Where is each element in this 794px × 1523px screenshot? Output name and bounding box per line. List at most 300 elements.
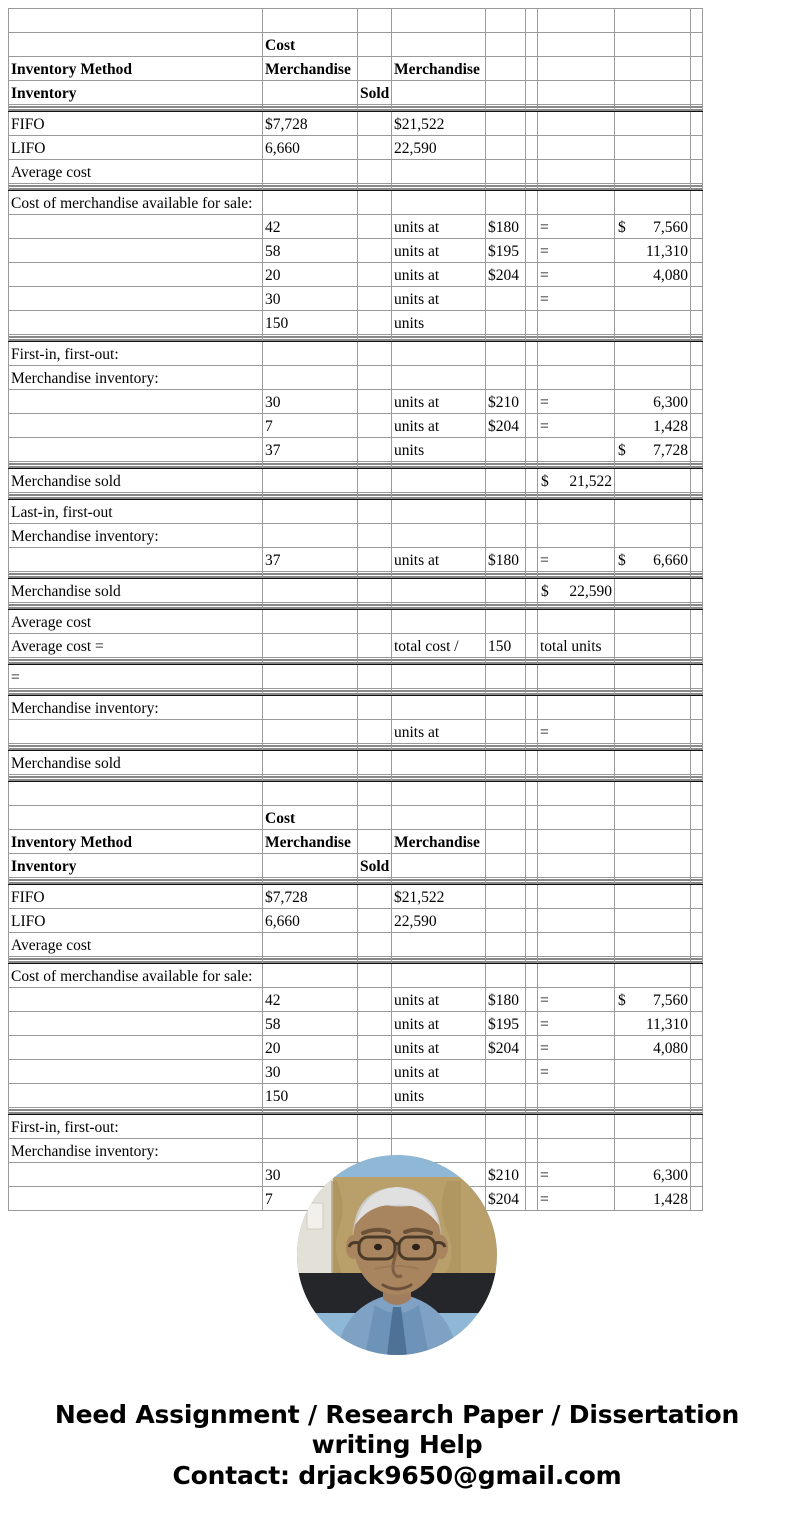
empty-cell[interactable] bbox=[691, 909, 703, 933]
summary-fifo-sold[interactable]: $21,522 bbox=[392, 112, 486, 136]
price-cell[interactable]: $210 bbox=[486, 1163, 526, 1187]
summary-lifo-inventory[interactable]: 6,660 bbox=[263, 136, 358, 160]
empty-cell[interactable] bbox=[691, 366, 703, 390]
empty-cell[interactable] bbox=[526, 665, 538, 689]
empty-cell[interactable] bbox=[615, 1139, 691, 1163]
price-cell[interactable]: $195 bbox=[486, 1012, 526, 1036]
empty-cell[interactable] bbox=[691, 160, 703, 184]
empty-cell[interactable] bbox=[9, 1163, 263, 1187]
unit-label-cell[interactable]: units bbox=[392, 438, 486, 462]
label-fifo-subheading[interactable]: Merchandise inventory: bbox=[9, 366, 263, 390]
empty-cell[interactable] bbox=[538, 1115, 615, 1139]
empty-cell[interactable] bbox=[392, 610, 486, 634]
empty-cell[interactable] bbox=[358, 909, 392, 933]
empty-cell[interactable] bbox=[526, 830, 538, 854]
empty-cell[interactable] bbox=[538, 112, 615, 136]
empty-cell[interactable] bbox=[392, 9, 486, 33]
empty-cell[interactable] bbox=[392, 342, 486, 366]
header-sold[interactable]: Sold bbox=[358, 81, 392, 105]
empty-cell[interactable] bbox=[392, 751, 486, 775]
empty-cell[interactable] bbox=[538, 830, 615, 854]
empty-cell[interactable] bbox=[691, 696, 703, 720]
empty-cell[interactable] bbox=[486, 1115, 526, 1139]
empty-cell[interactable] bbox=[486, 854, 526, 878]
empty-cell[interactable] bbox=[526, 81, 538, 105]
empty-cell[interactable] bbox=[392, 469, 486, 493]
unit-label-cell[interactable]: units at bbox=[392, 287, 486, 311]
empty-cell[interactable] bbox=[486, 33, 526, 57]
empty-cell[interactable] bbox=[526, 414, 538, 438]
qty-cell[interactable]: 150 bbox=[263, 311, 358, 335]
empty-cell[interactable] bbox=[358, 830, 392, 854]
empty-cell[interactable] bbox=[691, 885, 703, 909]
empty-cell[interactable] bbox=[526, 909, 538, 933]
empty-cell[interactable] bbox=[358, 610, 392, 634]
equals-cell[interactable]: = bbox=[538, 1036, 615, 1060]
empty-cell[interactable] bbox=[9, 414, 263, 438]
empty-cell[interactable] bbox=[615, 9, 691, 33]
label-average-sold[interactable]: Merchandise sold bbox=[9, 751, 263, 775]
empty-cell[interactable] bbox=[526, 1084, 538, 1108]
equals-cell[interactable]: = bbox=[538, 263, 615, 287]
header-cost[interactable]: Cost bbox=[263, 806, 358, 830]
amount-cell[interactable] bbox=[615, 263, 691, 287]
label-lifo-subheading[interactable]: Merchandise inventory: bbox=[9, 524, 263, 548]
empty-cell[interactable] bbox=[9, 390, 263, 414]
empty-cell[interactable] bbox=[9, 1187, 263, 1211]
empty-cell[interactable] bbox=[538, 964, 615, 988]
empty-cell[interactable] bbox=[392, 500, 486, 524]
empty-cell[interactable] bbox=[615, 751, 691, 775]
empty-cell[interactable] bbox=[392, 524, 486, 548]
summary-method-fifo[interactable]: FIFO bbox=[9, 112, 263, 136]
qty-cell[interactable] bbox=[263, 720, 358, 744]
empty-cell[interactable] bbox=[358, 469, 392, 493]
unit-label-cell[interactable]: units at bbox=[392, 1012, 486, 1036]
empty-cell[interactable] bbox=[615, 191, 691, 215]
empty-cell[interactable] bbox=[526, 696, 538, 720]
empty-cell[interactable] bbox=[263, 610, 358, 634]
empty-cell[interactable] bbox=[615, 885, 691, 909]
empty-cell[interactable] bbox=[486, 806, 526, 830]
empty-cell[interactable] bbox=[691, 191, 703, 215]
summary-average-sold[interactable] bbox=[392, 933, 486, 957]
empty-cell[interactable] bbox=[9, 720, 263, 744]
empty-cell[interactable] bbox=[9, 287, 263, 311]
label-fifo-heading[interactable]: First-in, first-out: bbox=[9, 1115, 263, 1139]
empty-cell[interactable] bbox=[691, 548, 703, 572]
amount-cell[interactable] bbox=[615, 215, 691, 239]
qty-cell[interactable]: 30 bbox=[263, 390, 358, 414]
summary-average-sold[interactable] bbox=[392, 160, 486, 184]
empty-cell[interactable] bbox=[486, 160, 526, 184]
empty-cell[interactable] bbox=[691, 751, 703, 775]
empty-cell[interactable] bbox=[691, 287, 703, 311]
qty-cell[interactable]: 58 bbox=[263, 1012, 358, 1036]
empty-cell[interactable] bbox=[615, 33, 691, 57]
header-cost[interactable]: Cost bbox=[263, 33, 358, 57]
header-merchandise-sold[interactable]: Merchandise bbox=[392, 830, 486, 854]
empty-cell[interactable] bbox=[358, 390, 392, 414]
empty-cell[interactable] bbox=[538, 500, 615, 524]
amount-cell[interactable] bbox=[615, 390, 691, 414]
amount-cell[interactable] bbox=[615, 1187, 691, 1211]
empty-cell[interactable] bbox=[538, 933, 615, 957]
price-cell[interactable]: $204 bbox=[486, 1036, 526, 1060]
empty-cell[interactable] bbox=[615, 854, 691, 878]
empty-cell[interactable] bbox=[691, 830, 703, 854]
empty-cell[interactable] bbox=[526, 57, 538, 81]
unit-label-cell[interactable]: units at bbox=[392, 1036, 486, 1060]
empty-cell[interactable] bbox=[526, 112, 538, 136]
empty-cell[interactable] bbox=[358, 1084, 392, 1108]
empty-cell[interactable] bbox=[358, 751, 392, 775]
empty-cell[interactable] bbox=[486, 469, 526, 493]
empty-cell[interactable] bbox=[486, 909, 526, 933]
empty-cell[interactable] bbox=[486, 136, 526, 160]
empty-cell[interactable] bbox=[538, 885, 615, 909]
qty-cell[interactable]: 150 bbox=[263, 1084, 358, 1108]
equals-cell[interactable]: = bbox=[538, 414, 615, 438]
empty-cell[interactable] bbox=[358, 933, 392, 957]
average-numerator[interactable]: total cost / bbox=[392, 634, 486, 658]
equals-cell[interactable] bbox=[538, 1084, 615, 1108]
price-cell[interactable] bbox=[486, 438, 526, 462]
empty-cell[interactable] bbox=[526, 390, 538, 414]
average-denominator[interactable]: total units bbox=[538, 634, 615, 658]
empty-cell[interactable] bbox=[526, 806, 538, 830]
empty-cell[interactable] bbox=[615, 964, 691, 988]
empty-cell[interactable] bbox=[691, 263, 703, 287]
empty-cell[interactable] bbox=[691, 500, 703, 524]
empty-cell[interactable] bbox=[526, 1036, 538, 1060]
empty-cell[interactable] bbox=[526, 782, 538, 806]
empty-cell[interactable] bbox=[392, 854, 486, 878]
empty-cell[interactable] bbox=[526, 469, 538, 493]
price-cell[interactable]: $180 bbox=[486, 988, 526, 1012]
empty-cell[interactable] bbox=[615, 136, 691, 160]
empty-cell[interactable] bbox=[691, 1012, 703, 1036]
empty-cell[interactable] bbox=[263, 191, 358, 215]
empty-cell[interactable] bbox=[392, 964, 486, 988]
empty-cell[interactable] bbox=[538, 81, 615, 105]
empty-cell[interactable] bbox=[538, 136, 615, 160]
empty-cell[interactable] bbox=[691, 342, 703, 366]
empty-cell[interactable] bbox=[263, 696, 358, 720]
empty-cell[interactable] bbox=[538, 160, 615, 184]
empty-cell[interactable] bbox=[358, 806, 392, 830]
empty-cell[interactable] bbox=[538, 342, 615, 366]
empty-cell[interactable] bbox=[691, 1036, 703, 1060]
label-fifo-subheading[interactable]: Merchandise inventory: bbox=[9, 1139, 263, 1163]
empty-cell[interactable] bbox=[526, 239, 538, 263]
empty-cell[interactable] bbox=[615, 696, 691, 720]
amount-cell[interactable] bbox=[615, 988, 691, 1012]
empty-cell[interactable] bbox=[392, 81, 486, 105]
empty-cell[interactable] bbox=[9, 263, 263, 287]
empty-cell[interactable] bbox=[615, 806, 691, 830]
empty-cell[interactable] bbox=[263, 634, 358, 658]
empty-cell[interactable] bbox=[691, 311, 703, 335]
empty-cell[interactable] bbox=[392, 665, 486, 689]
empty-cell[interactable] bbox=[538, 366, 615, 390]
empty-cell[interactable] bbox=[9, 438, 263, 462]
price-cell[interactable]: $204 bbox=[486, 414, 526, 438]
qty-cell[interactable]: 42 bbox=[263, 988, 358, 1012]
empty-cell[interactable] bbox=[526, 1163, 538, 1187]
equals-cell[interactable]: = bbox=[538, 1060, 615, 1084]
qty-cell[interactable]: 30 bbox=[263, 1163, 358, 1187]
equals-cell[interactable]: = bbox=[538, 287, 615, 311]
empty-cell[interactable] bbox=[526, 191, 538, 215]
empty-cell[interactable] bbox=[9, 9, 263, 33]
empty-cell[interactable] bbox=[358, 524, 392, 548]
label-cost-available[interactable]: Cost of merchandise available for sale: bbox=[9, 191, 263, 215]
empty-cell[interactable] bbox=[263, 751, 358, 775]
label-average-heading[interactable]: Average cost bbox=[9, 610, 263, 634]
empty-cell[interactable] bbox=[691, 57, 703, 81]
empty-cell[interactable] bbox=[526, 342, 538, 366]
equals-cell[interactable]: = bbox=[538, 390, 615, 414]
empty-cell[interactable] bbox=[486, 9, 526, 33]
empty-cell[interactable] bbox=[615, 909, 691, 933]
empty-cell[interactable] bbox=[486, 524, 526, 548]
empty-cell[interactable] bbox=[615, 782, 691, 806]
empty-cell[interactable] bbox=[526, 579, 538, 603]
empty-cell[interactable] bbox=[691, 933, 703, 957]
qty-cell[interactable]: 20 bbox=[263, 1036, 358, 1060]
label-fifo-sold[interactable]: Merchandise sold bbox=[9, 469, 263, 493]
price-cell[interactable]: $204 bbox=[486, 263, 526, 287]
empty-cell[interactable] bbox=[486, 500, 526, 524]
empty-cell[interactable] bbox=[615, 524, 691, 548]
empty-cell[interactable] bbox=[526, 933, 538, 957]
empty-cell[interactable] bbox=[615, 500, 691, 524]
price-cell[interactable]: $195 bbox=[486, 239, 526, 263]
average-equals[interactable]: = bbox=[9, 665, 263, 689]
empty-cell[interactable] bbox=[691, 1115, 703, 1139]
equals-cell[interactable]: = bbox=[538, 548, 615, 572]
empty-cell[interactable] bbox=[486, 696, 526, 720]
empty-cell[interactable] bbox=[526, 215, 538, 239]
empty-cell[interactable] bbox=[538, 909, 615, 933]
price-cell[interactable]: $210 bbox=[486, 390, 526, 414]
empty-cell[interactable] bbox=[358, 342, 392, 366]
empty-cell[interactable] bbox=[358, 500, 392, 524]
empty-cell[interactable] bbox=[526, 1187, 538, 1211]
empty-cell[interactable] bbox=[691, 414, 703, 438]
label-lifo-heading[interactable]: Last-in, first-out bbox=[9, 500, 263, 524]
empty-cell[interactable] bbox=[263, 665, 358, 689]
equals-cell[interactable]: = bbox=[538, 1187, 615, 1211]
empty-cell[interactable] bbox=[538, 1139, 615, 1163]
amount-cell[interactable] bbox=[615, 311, 691, 335]
price-cell[interactable] bbox=[486, 720, 526, 744]
summary-average-inventory[interactable] bbox=[263, 160, 358, 184]
empty-cell[interactable] bbox=[526, 263, 538, 287]
amount-cell[interactable] bbox=[615, 287, 691, 311]
empty-cell[interactable] bbox=[358, 988, 392, 1012]
label-lifo-sold[interactable]: Merchandise sold bbox=[9, 579, 263, 603]
empty-cell[interactable] bbox=[263, 1115, 358, 1139]
empty-cell[interactable] bbox=[615, 933, 691, 957]
empty-cell[interactable] bbox=[358, 782, 392, 806]
empty-cell[interactable] bbox=[526, 366, 538, 390]
empty-cell[interactable] bbox=[538, 854, 615, 878]
empty-cell[interactable] bbox=[526, 1060, 538, 1084]
empty-cell[interactable] bbox=[615, 81, 691, 105]
empty-cell[interactable] bbox=[615, 1115, 691, 1139]
label-fifo-heading[interactable]: First-in, first-out: bbox=[9, 342, 263, 366]
summary-lifo-inventory[interactable]: 6,660 bbox=[263, 909, 358, 933]
empty-cell[interactable] bbox=[358, 9, 392, 33]
equals-cell[interactable]: = bbox=[538, 239, 615, 263]
price-cell[interactable]: $180 bbox=[486, 215, 526, 239]
empty-cell[interactable] bbox=[538, 57, 615, 81]
empty-cell[interactable] bbox=[486, 579, 526, 603]
empty-cell[interactable] bbox=[9, 988, 263, 1012]
empty-cell[interactable] bbox=[358, 414, 392, 438]
empty-cell[interactable] bbox=[526, 854, 538, 878]
empty-cell[interactable] bbox=[9, 1084, 263, 1108]
empty-cell[interactable] bbox=[358, 287, 392, 311]
unit-label-cell[interactable]: units at bbox=[392, 720, 486, 744]
summary-lifo-sold[interactable]: 22,590 bbox=[392, 909, 486, 933]
empty-cell[interactable] bbox=[9, 215, 263, 239]
empty-cell[interactable] bbox=[526, 751, 538, 775]
empty-cell[interactable] bbox=[691, 390, 703, 414]
empty-cell[interactable] bbox=[691, 469, 703, 493]
empty-cell[interactable] bbox=[691, 1084, 703, 1108]
equals-cell[interactable] bbox=[538, 311, 615, 335]
empty-cell[interactable] bbox=[358, 366, 392, 390]
summary-fifo-inventory[interactable]: $7,728 bbox=[263, 885, 358, 909]
empty-cell[interactable] bbox=[358, 696, 392, 720]
qty-cell[interactable]: 37 bbox=[263, 548, 358, 572]
header-inventory-method[interactable]: Inventory Method bbox=[9, 57, 263, 81]
empty-cell[interactable] bbox=[691, 806, 703, 830]
empty-cell[interactable] bbox=[691, 988, 703, 1012]
price-cell[interactable] bbox=[486, 1060, 526, 1084]
empty-cell[interactable] bbox=[392, 33, 486, 57]
empty-cell[interactable] bbox=[538, 191, 615, 215]
empty-cell[interactable] bbox=[615, 57, 691, 81]
qty-cell[interactable]: 20 bbox=[263, 263, 358, 287]
summary-lifo-sold[interactable]: 22,590 bbox=[392, 136, 486, 160]
empty-cell[interactable] bbox=[358, 634, 392, 658]
empty-cell[interactable] bbox=[526, 136, 538, 160]
qty-cell[interactable]: 37 bbox=[263, 438, 358, 462]
empty-cell[interactable] bbox=[615, 160, 691, 184]
empty-cell[interactable] bbox=[486, 57, 526, 81]
empty-cell[interactable] bbox=[486, 964, 526, 988]
qty-cell[interactable]: 30 bbox=[263, 287, 358, 311]
empty-cell[interactable] bbox=[358, 112, 392, 136]
empty-cell[interactable] bbox=[615, 610, 691, 634]
empty-cell[interactable] bbox=[9, 806, 263, 830]
amount-cell[interactable] bbox=[615, 1163, 691, 1187]
empty-cell[interactable] bbox=[392, 806, 486, 830]
average-sold-amount[interactable] bbox=[538, 751, 615, 775]
empty-cell[interactable] bbox=[358, 1060, 392, 1084]
empty-cell[interactable] bbox=[358, 665, 392, 689]
empty-cell[interactable] bbox=[263, 524, 358, 548]
empty-cell[interactable] bbox=[691, 1060, 703, 1084]
empty-cell[interactable] bbox=[538, 782, 615, 806]
empty-cell[interactable] bbox=[615, 342, 691, 366]
empty-cell[interactable] bbox=[691, 524, 703, 548]
equals-cell[interactable]: = bbox=[538, 720, 615, 744]
empty-cell[interactable] bbox=[526, 885, 538, 909]
empty-cell[interactable] bbox=[486, 933, 526, 957]
empty-cell[interactable] bbox=[358, 1012, 392, 1036]
empty-cell[interactable] bbox=[486, 830, 526, 854]
empty-cell[interactable] bbox=[9, 311, 263, 335]
empty-cell[interactable] bbox=[263, 500, 358, 524]
empty-cell[interactable] bbox=[526, 160, 538, 184]
empty-cell[interactable] bbox=[358, 438, 392, 462]
empty-cell[interactable] bbox=[263, 579, 358, 603]
amount-cell[interactable] bbox=[615, 1084, 691, 1108]
empty-cell[interactable] bbox=[392, 579, 486, 603]
empty-cell[interactable] bbox=[538, 665, 615, 689]
header-inventory[interactable]: Inventory bbox=[9, 854, 263, 878]
label-average-subheading[interactable]: Merchandise inventory: bbox=[9, 696, 263, 720]
empty-cell[interactable] bbox=[9, 239, 263, 263]
empty-cell[interactable] bbox=[358, 215, 392, 239]
summary-average-inventory[interactable] bbox=[263, 933, 358, 957]
empty-cell[interactable] bbox=[691, 9, 703, 33]
price-cell[interactable] bbox=[486, 287, 526, 311]
amount-cell[interactable] bbox=[615, 1036, 691, 1060]
empty-cell[interactable] bbox=[358, 579, 392, 603]
empty-cell[interactable] bbox=[526, 524, 538, 548]
unit-label-cell[interactable]: units at bbox=[392, 215, 486, 239]
empty-cell[interactable] bbox=[538, 610, 615, 634]
empty-cell[interactable] bbox=[486, 366, 526, 390]
empty-cell[interactable] bbox=[526, 964, 538, 988]
summary-method-fifo[interactable]: FIFO bbox=[9, 885, 263, 909]
unit-label-cell[interactable]: units at bbox=[392, 263, 486, 287]
empty-cell[interactable] bbox=[486, 885, 526, 909]
empty-cell[interactable] bbox=[691, 1187, 703, 1211]
empty-cell[interactable] bbox=[9, 33, 263, 57]
average-divisor[interactable]: 150 bbox=[486, 634, 526, 658]
empty-cell[interactable] bbox=[691, 665, 703, 689]
empty-cell[interactable] bbox=[691, 610, 703, 634]
empty-cell[interactable] bbox=[358, 311, 392, 335]
empty-cell[interactable] bbox=[486, 112, 526, 136]
empty-cell[interactable] bbox=[486, 665, 526, 689]
empty-cell[interactable] bbox=[486, 751, 526, 775]
empty-cell[interactable] bbox=[691, 579, 703, 603]
empty-cell[interactable] bbox=[691, 720, 703, 744]
empty-cell[interactable] bbox=[358, 548, 392, 572]
empty-cell[interactable] bbox=[691, 136, 703, 160]
unit-label-cell[interactable]: units at bbox=[392, 414, 486, 438]
amount-cell[interactable] bbox=[615, 438, 691, 462]
header-merchandise-inv[interactable]: Merchandise bbox=[263, 57, 358, 81]
empty-cell[interactable] bbox=[9, 1036, 263, 1060]
summary-fifo-sold[interactable]: $21,522 bbox=[392, 885, 486, 909]
empty-cell[interactable] bbox=[358, 720, 392, 744]
empty-cell[interactable] bbox=[392, 696, 486, 720]
empty-cell[interactable] bbox=[691, 112, 703, 136]
unit-label-cell[interactable]: units at bbox=[392, 1060, 486, 1084]
empty-cell[interactable] bbox=[358, 885, 392, 909]
empty-cell[interactable] bbox=[526, 988, 538, 1012]
amount-cell[interactable] bbox=[615, 1060, 691, 1084]
